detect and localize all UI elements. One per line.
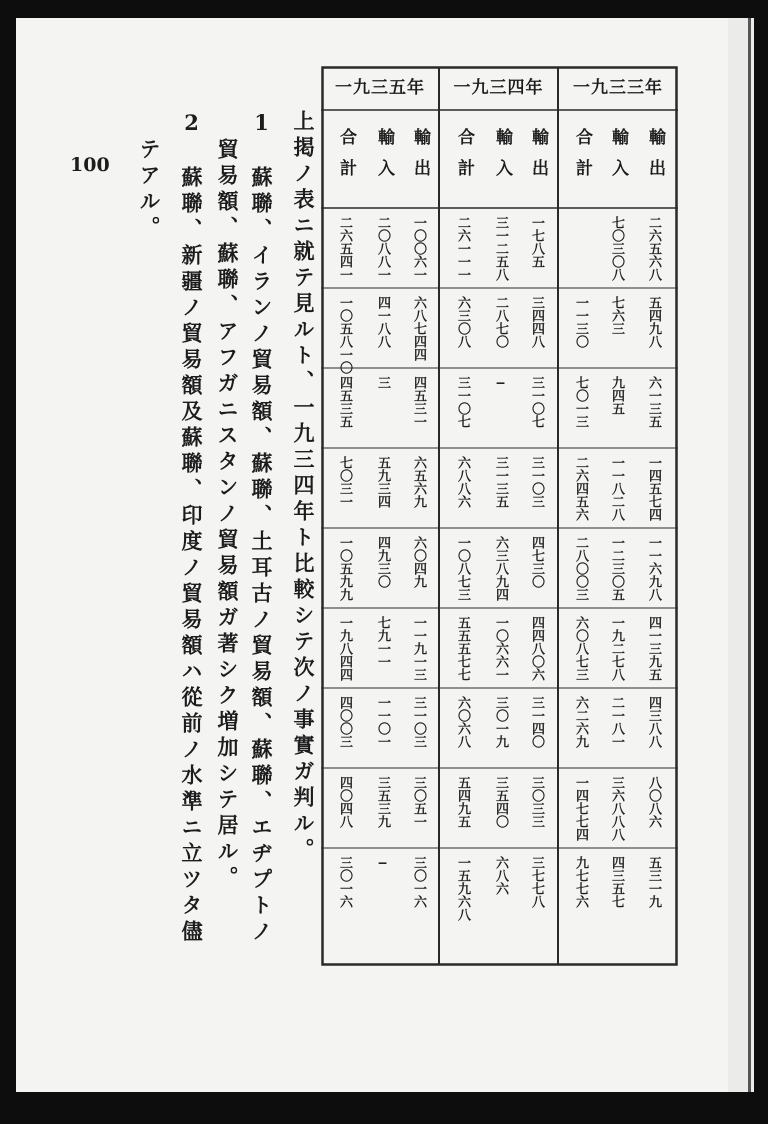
table-cell: 五三一九 (646, 856, 661, 908)
table-cell: 二六一一一 (455, 216, 470, 281)
table-cell: 四三五七 (609, 856, 624, 908)
page-number: 100 (70, 154, 110, 176)
table-cell: 一一九一三 (411, 616, 426, 681)
table-cell: 六〇八七三 (573, 616, 588, 681)
table-cell: 六五六九 (411, 456, 426, 508)
table-cell: 一四七七四 (573, 776, 588, 841)
table-cell: 七〇一三 (573, 376, 588, 428)
table-cell: — (375, 856, 390, 871)
table-cell: 五四九五 (455, 776, 470, 828)
table-cell: 三一〇七 (455, 376, 470, 428)
table-cell: 六〇六八 (455, 696, 470, 748)
table-cell: 六八七四四 (411, 296, 426, 361)
year-header: 一九三四年 (453, 78, 544, 98)
table-cell: 三一〇七 (529, 376, 544, 428)
table-cell: 四九三〇 (375, 536, 390, 588)
table-cell: 一一三〇 (573, 296, 588, 348)
column-header: 合計 (454, 128, 474, 190)
year-header: 一九三五年 (335, 78, 425, 98)
table-cell: 三一四〇 (529, 696, 544, 748)
column-header: 輸出 (410, 128, 430, 190)
table-cell: 二六五六八 (646, 216, 661, 281)
trade-table (321, 66, 678, 966)
table-cell: 六二六九 (573, 696, 588, 748)
table-cell: 五五五七七 (455, 616, 470, 681)
table-cell: 一一六九八 (646, 536, 661, 601)
table-cell: 三一二五八 (493, 216, 508, 281)
text-line: テアル。 (137, 138, 162, 242)
table-cell: 二〇八八一 (375, 216, 390, 281)
table-cell: 一五九六八 (455, 856, 470, 921)
table-cell: 三一三五 (493, 456, 508, 508)
document-page (16, 18, 728, 1092)
column-header: 合計 (336, 128, 356, 190)
page-edge (728, 18, 754, 1092)
table-cell: 七九一一 (375, 616, 390, 668)
table-cell: 四一八八 (375, 296, 390, 348)
table-cell: 三〇一九 (493, 696, 508, 748)
table-cell: 一〇六六一 (493, 616, 508, 681)
table-cell: 三 (375, 376, 390, 389)
table-cell: 四〇〇三 (337, 696, 352, 748)
table-cell: 三四四八 (529, 296, 544, 348)
table-cell: 三六八八八 (609, 776, 624, 841)
table-cell: 一九二七八 (609, 616, 624, 681)
table-cell: 一〇〇六一 (411, 216, 426, 281)
table-cell: 三〇一六 (337, 856, 352, 908)
table-cell: 五四九八 (646, 296, 661, 348)
table-cell: 六〇四九 (411, 536, 426, 588)
column-header: 輸入 (492, 128, 512, 190)
table-cell: 四七三〇 (529, 536, 544, 588)
text-line: 1 蘇聯、イランノ貿易額、蘇聯、土耳古ノ貿易額、蘇聯、エヂプトノ (249, 110, 274, 946)
column-header: 輸出 (645, 128, 665, 190)
table-cell: 一二三〇五 (609, 536, 624, 601)
table-cell: 四四八〇六 (529, 616, 544, 681)
table-cell: 八〇八六 (646, 776, 661, 828)
table-cell: 三〇五一 (411, 776, 426, 828)
table-cell: 一九八四四 (337, 616, 352, 681)
table-cell: 七〇三〇八 (609, 216, 624, 281)
table-cell: 六三〇八 (455, 296, 470, 348)
table-cell: 一〇八七三 (455, 536, 470, 601)
table-cell: 七〇三一 (337, 456, 352, 508)
table-cell: 四〇四八 (337, 776, 352, 828)
table-cell: 四五三一 (411, 376, 426, 428)
table-cell: 一〇五八一〇 (337, 296, 352, 374)
table-cell: 六一三五 (646, 376, 661, 428)
table-cell: 四一三九五 (646, 616, 661, 681)
table-cell: 六八八六 (455, 456, 470, 508)
table-cell: 一一八二八 (609, 456, 624, 521)
table-cell: 一七八五 (529, 216, 544, 268)
column-header: 輸入 (374, 128, 394, 190)
table-cell: 一四五七四 (646, 456, 661, 521)
table-cell: 七六三 (609, 296, 624, 335)
table-cell: 九七七六 (573, 856, 588, 908)
column-header: 輸出 (528, 128, 548, 190)
table-cell: 三〇三三 (529, 776, 544, 828)
column-header: 輸入 (608, 128, 628, 190)
text-line: 上掲ノ表ニ就テ見ルト、一九三四年ト比較シテ次ノ事實ガ判ル。 (291, 110, 316, 864)
table-cell: 六三八九四 (493, 536, 508, 601)
table-cell: 三一〇三 (529, 456, 544, 508)
table-cell: 二六五四一 (337, 216, 352, 281)
table-cell: 九四五 (609, 376, 624, 415)
column-header: 合計 (572, 128, 592, 190)
table-cell: 四五三五 (337, 376, 352, 428)
table-cell: 二八〇〇三 (573, 536, 588, 601)
table-cell: — (493, 376, 508, 391)
table-cell: 五九三四 (375, 456, 390, 508)
year-header: 一九三三年 (573, 78, 663, 98)
table-cell: 二八七〇 (493, 296, 508, 348)
table-cell: 三〇一六 (411, 856, 426, 908)
text-line: 2 蘇聯、新疆ノ貿易額及蘇聯、印度ノ貿易額ハ從前ノ水準ニ立ツタ儘 (179, 110, 204, 946)
table-cell: 二六四五六 (573, 456, 588, 521)
table-cell: 六八六 (493, 856, 508, 895)
table-cell: 四三八八 (646, 696, 661, 748)
table-cell: 三五三九 (375, 776, 390, 828)
text-line: 貿易額、蘇聯、アフガニスタンノ貿易額ガ著シク増加シテ居ル。 (215, 138, 240, 892)
table-cell: 三七七八 (529, 856, 544, 908)
table-cell: 三一〇三 (411, 696, 426, 748)
table-cell: 三五四〇 (493, 776, 508, 828)
table-cell: 一〇五九九 (337, 536, 352, 601)
table-cell: 一一〇一 (375, 696, 390, 748)
table-cell: 二一八一 (609, 696, 624, 748)
